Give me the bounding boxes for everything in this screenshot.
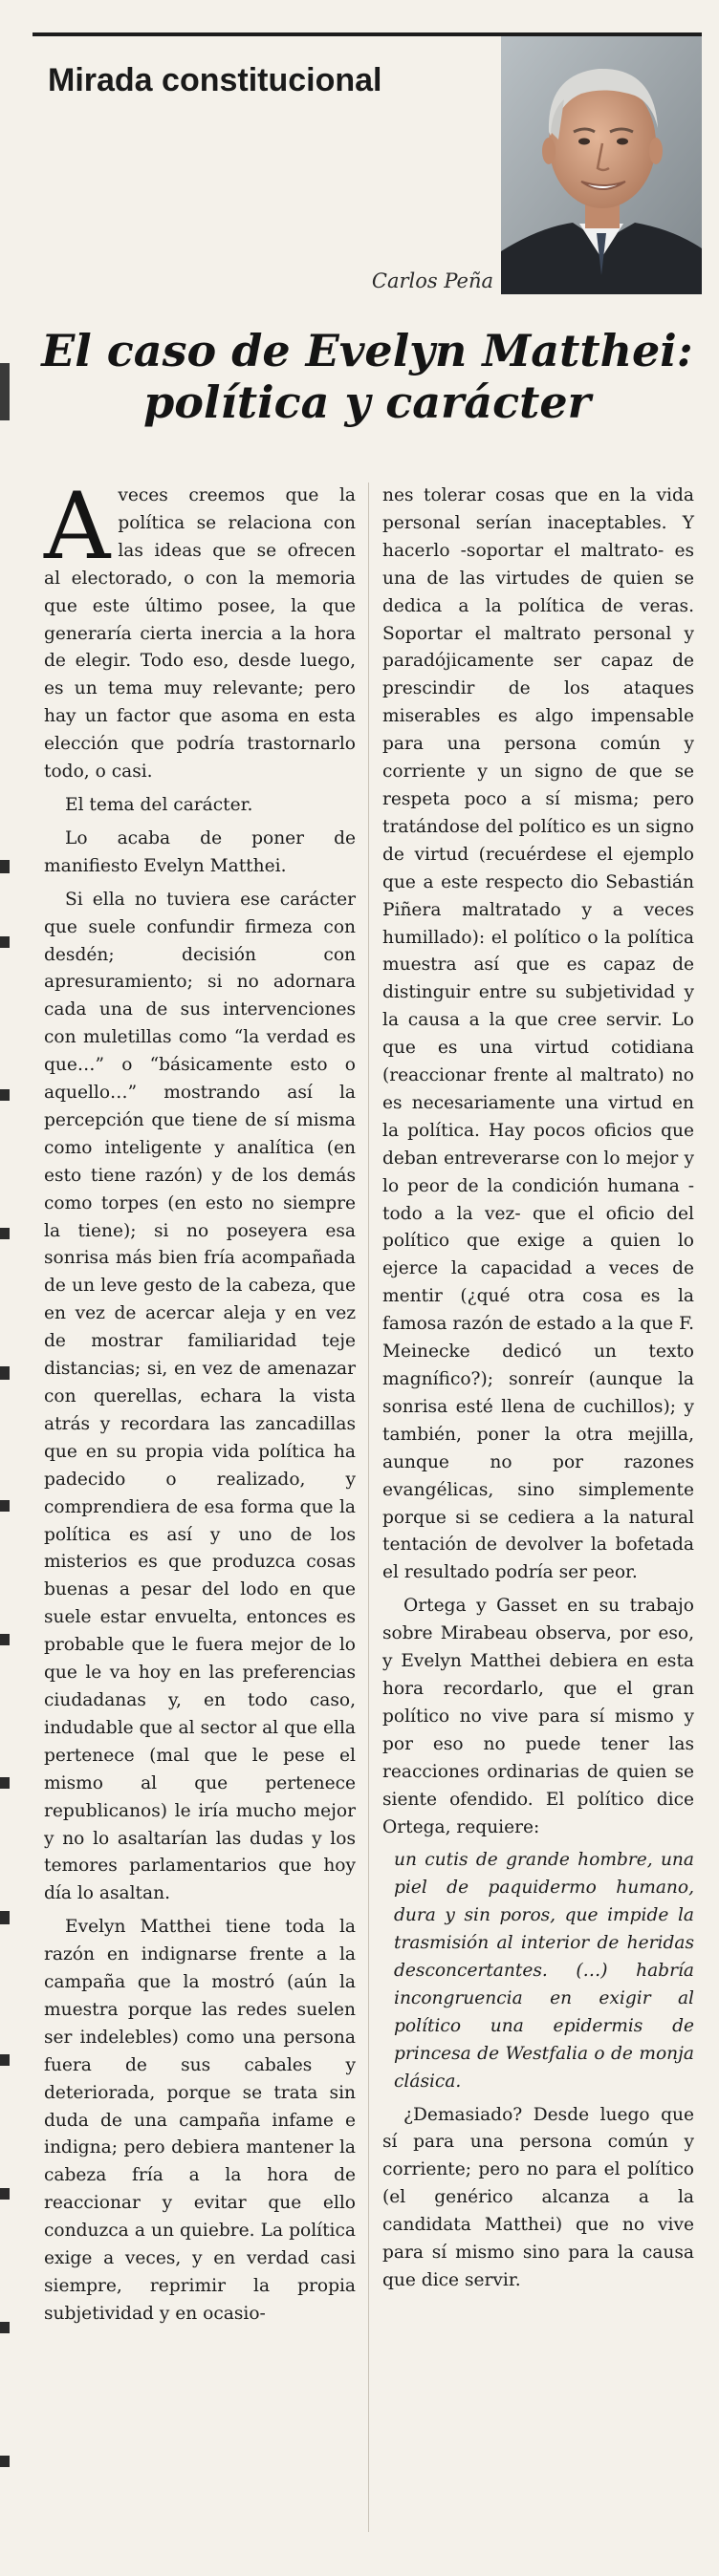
paragraph: Lo acaba de poner de manifiesto Evelyn Matthei. <box>44 827 356 876</box>
paragraph: Aveces creemos que la política se relaciona con las ideas que se ofrecen al electorado, o con la memoria que este último posee, la que generaría cierta inercia a la hora de elegir. Todo eso, desde luego, es un tema muy relevante; pero hay un factor que asoma en esta elección que podría trastornarlo todo, o casi. <box>44 473 356 783</box>
author-portrait <box>501 36 702 294</box>
author-byline: Carlos Peña <box>371 269 493 292</box>
article-headline: El caso de Evelyn Matthei: política y carácter <box>41 325 693 428</box>
paragraph: ¿Demasiado? Desde luego que sí para una persona común y corriente; pero no para el político (el genérico alcanza a la candidata Matthei) que no vive para sí mismo sino para la causa que dice servir. <box>382 2104 694 2290</box>
article-right-column <box>382 483 694 2301</box>
column-divider <box>368 483 369 2532</box>
paragraph: El tema del carácter. <box>65 794 253 815</box>
paragraph: Evelyn Matthei tiene toda la razón en indignarse frente a la campaña que la mostró (aún la muestra porque las redes suelen ser indelebles) como una persona fuera de sus cabales y deteriorada, porque se trata sin duda de una campaña infame e indigna; pero debiera mantener la cabeza fría a la hora de reaccionar y evitar que ello conduzca a un quiebre. La política exige a veces, y en verdad casi siempre, reprimir la propia subjetividad y en ocasio- <box>44 1917 356 2324</box>
paragraph: Ortega y Gasset en su trabajo sobre Mirabeau observa, por eso, y Evelyn Matthei debiera en esta hora recordarlo, que el gran político no vive para sí mismo y por eso no puede tener las reacciones ordinarias de quien se siente ofendido. El político dice Ortega, requiere: <box>382 1596 694 1837</box>
portrait-illustration <box>501 36 702 294</box>
drop-cap: A <box>44 473 111 580</box>
paragraph: nes tolerar cosas que en la vida personal serían inaceptables. Y hacerlo -soportar el maltrato- es una de las virtudes de quien se dedica a la política de veras. Soportar el maltrato personal y paradójicamente ser capaz de prescindir de los ataques miserables es algo impensable para una persona común y corriente y un signo de que se respeta poco a sí misma; pero tratándose del político es un signo de virtud (recuérdese el ejemplo que a este respecto dio Sebastián Piñera maltratado y a veces humillado): el político o la política muestra así que es capaz de distinguir entre su subjetividad y la causa a la que cree servir. Lo que es una virtud cotidiana (reaccionar frente al maltrato) no es necesariamente una virtud en la política. Hay pocos oficios que deban entreverarse con lo mejor y lo peor de la condición humana -todo a la vez- que el oficio del político que exige a quien lo ejerce la capacidad a veces de mentir (¿qué otra cosa es la famosa razón de estado a la que F. Meinecke dedicó un texto magnífico?); sonreír (aunque la sonrisa esté llena de cuchillos); y también, poner la otra mejilla, aunque no por razones evangélicas, sino simplemente porque si se cediera a la natural tentación de devolver la bofetada el resultado podría ser peor. <box>382 485 694 1583</box>
adjacent-page-edge <box>0 363 13 2561</box>
article-left-column <box>44 473 356 2334</box>
column-header <box>33 32 702 300</box>
paragraph: Si ella no tuviera ese carácter que suele confundir firmeza con desdén; decisión con apresuramiento; si no adornara cada una de sus intervenciones con muletillas como “la verdad es que…” o “básicamente esto o aquello…” mostrando así la percepción que tiene de sí misma como inteligente y analítica (en esto tiene razón) y de los demás como torpes (en esto no siempre la tiene); si no poseyera esa sonrisa más bien fría acompañada de un leve gesto de la cabeza, que en vez de acercar aleja y en vez de mostrar familiaridad teje distancias; si, en vez de amenazar con querellas, echara la vista atrás y recordara las zancadillas que en su propia vida política ha padecido o realizado, y comprendiera de esa forma que la política es así y uno de los misterios es que produzca cosas buenas a pesar del lodo en que suele estar envuelta, entonces es probable que le fuera mejor de lo que le va hoy en las preferencias ciudadanas y, en todo caso, indudable que al sector al que ella pertenece (mal que le pese el mismo al que pertenece republicanos) le iría mucho mejor y no lo asaltarían las dudas y los temores parlamentarios que hoy día lo asaltan. <box>44 889 356 1904</box>
section-title: Mirada constitucional <box>48 62 382 98</box>
block-quote: un cutis de grande hombre, una piel de paquidermo humano, dura y sin poros, que impide la trasmisión al interior de heridas desconcertantes. (…) habría incongruencia en exigir al político una epidermis de princesa de Westfalia o de monja clásica. <box>394 1850 694 2092</box>
